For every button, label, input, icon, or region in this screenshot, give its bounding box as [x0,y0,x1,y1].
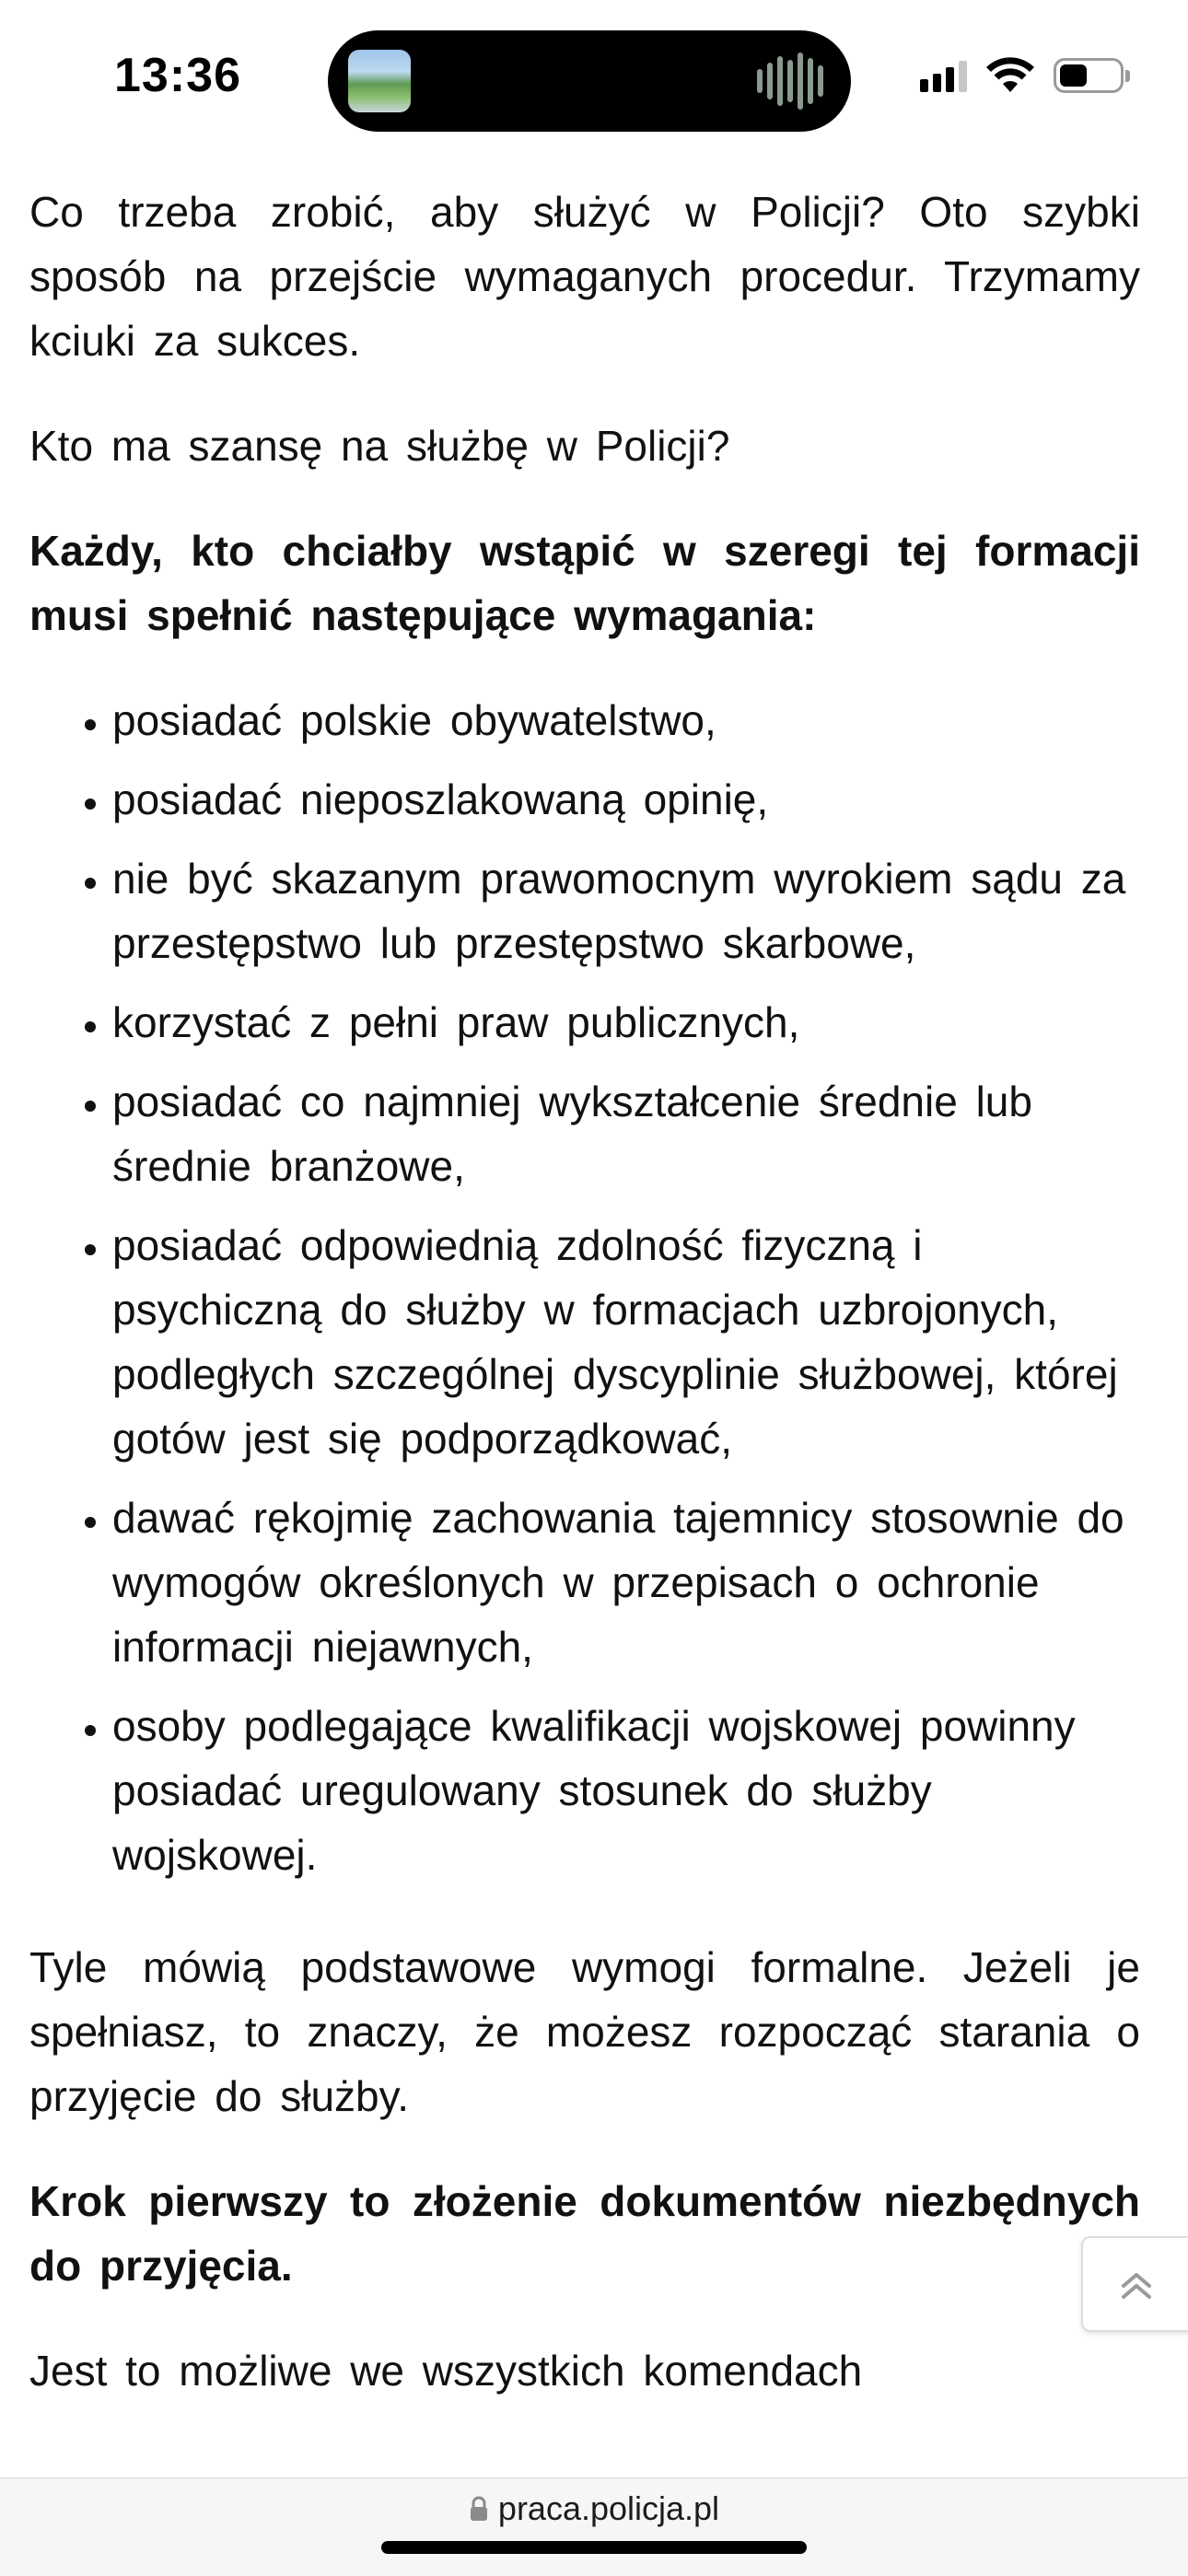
url-text: praca.policja.pl [497,2489,720,2527]
requirements-list [29,688,1140,1887]
signal-bar [920,79,928,92]
browser-toolbar [0,2477,1188,2576]
signal-bar [933,74,941,92]
battery-icon [1054,58,1124,93]
requirements-heading: Każdy, kto chciałby wstąpić w szeregi tej formacji musi spełnić następujące wymagania: [29,527,1140,639]
audio-waveform-icon [757,51,823,111]
summary-paragraph: Tyle mówią podstawowe wymogi formalne. Jeżeli je spełniasz, to znaczy, że możesz rozpocząć starania o przyjęcie do służby. [29,1943,1140,2120]
address-bar[interactable] [0,2489,1188,2528]
status-indicators [920,57,1124,94]
cellular-signal-icon [920,59,967,92]
list-item: • nie być skazanym prawomocnym wyrokiem sądu za przestępstwo lub przestępstwo skarbowe, [112,846,1140,975]
question-paragraph: Kto ma szansę na służbę w Policji? [29,422,730,470]
home-indicator[interactable] [381,2541,807,2554]
intro-paragraph: Co trzeba zrobić, aby służyć w Policji? Oto szybki sposób na przejście wymaganych procedur. Trzymamy kciuki za sukces. [29,188,1140,365]
now-playing-artwork [348,50,411,112]
list-item: • posiadać polskie obywatelstwo, [112,688,1140,752]
list-item: • osoby podlegające kwalifikacji wojskowej powinny posiadać uregulowany stosunek do służby wojskowej. [112,1694,1140,1887]
next-paragraph: Jest to możliwe we wszystkich komendach [29,2347,863,2395]
list-item: • dawać rękojmię zachowania tajemnicy stosownie do wymogów określonych w przepisach o ochronie informacji niejawnych, [112,1486,1140,1679]
list-item: • posiadać odpowiednią zdolność fizyczną i psychiczną do służby w formacjach uzbrojonych, podległych szczególnej dyscyplinie służbowej, której gotów jest się podporządkować, [112,1213,1140,1471]
article-content [29,180,1140,2443]
list-item: • posiadać co najmniej wykształcenie średnie lub średnie branżowe, [112,1069,1140,1198]
wifi-icon [985,57,1035,94]
signal-bar [959,61,967,92]
scroll-to-top-button[interactable] [1081,2236,1188,2332]
lock-icon [469,2495,489,2523]
status-time: 13:36 [114,49,241,102]
dynamic-island[interactable] [328,30,851,132]
signal-bar [946,67,954,92]
double-chevron-up-icon [1118,2266,1155,2302]
status-bar [0,0,1188,157]
list-item: • posiadać nieposzlakowaną opinię, [112,767,1140,832]
list-item: • korzystać z pełni praw publicznych, [112,990,1140,1055]
step-one-heading: Krok pierwszy to złożenie dokumentów niezbędnych do przyjęcia. [29,2177,1140,2290]
